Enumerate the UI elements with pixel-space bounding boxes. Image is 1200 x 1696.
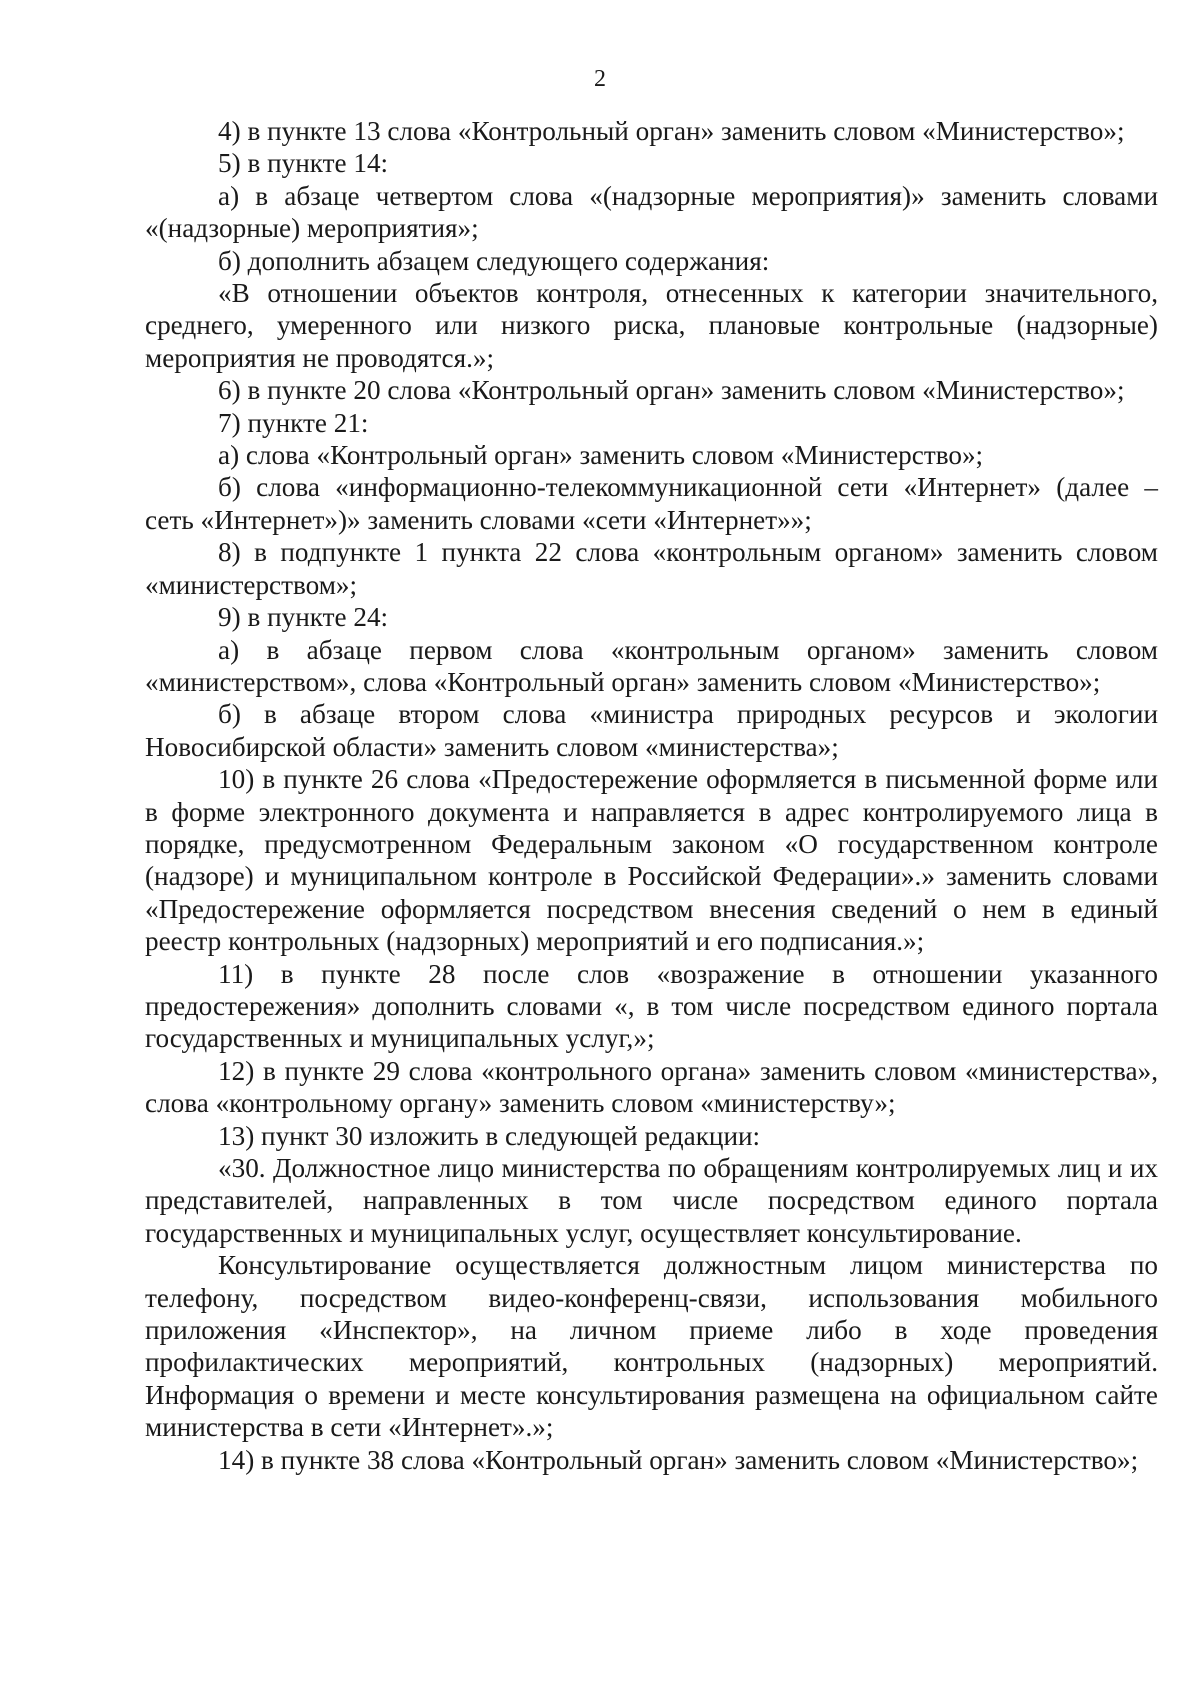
paragraph: а) в абзаце четвертом слова «(надзорные мероприятия)» заменить словами «(надзорные) мероприятия»; — [145, 180, 1158, 244]
paragraph: 11) в пункте 28 после слов «возражение в отношении указанного предостережения» дополнить словами «, в том числе посредством единого портала государственных и муниципальных услуг,»; — [145, 958, 1158, 1054]
paragraph: б) слова «информационно-телекоммуникационной сети «Интернет» (далее – сеть «Интернет»)» заменить словами «сети «Интернет»»; — [145, 472, 1158, 535]
paragraph: 8) в подпункте 1 пункта 22 слова «контрольным органом» заменить словом «министерством»; — [145, 537, 1158, 600]
paragraph: Консультирование осуществляется должностным лицом министерства по телефону, посредством видео-конференц-связи, использования мобильного приложения «Инспектор», на личном приеме либо в ходе проведения профилактических мероприятий, контрольных (надзорных) мероприятий. Информация о времени и месте консультирования размещена на официальном сайте министерства в сети «Интернет».»; — [145, 1250, 1158, 1443]
paragraph: а) слова «Контрольный орган» заменить словом «Министерство»; — [218, 440, 984, 471]
paragraph: 9) в пункте 24: — [218, 602, 389, 633]
paragraph: б) дополнить абзацем следующего содержания: — [218, 245, 770, 276]
paragraph: «В отношении объектов контроля, отнесенных к категории значительного, среднего, умеренного или низкого риска, плановые контрольные (надзорные) мероприятия не проводятся.»; — [145, 278, 1158, 373]
paragraph: «30. Должностное лицо министерства по обращениям контролируемых лиц и их представителей, направленных в том числе посредством единого портала государственных и муниципальных услуг, осуществляет консультирование. — [145, 1153, 1158, 1248]
paragraph: 5) в пункте 14: — [218, 148, 389, 179]
paragraph: 13) пункт 30 изложить в следующей редакции: — [218, 1120, 761, 1151]
paragraph: а) в абзаце первом слова «контрольным органом» заменить словом «министерством», слова «Контрольный орган» заменить словом «Министерство»; — [145, 634, 1158, 697]
document-body — [145, 115, 1158, 1476]
paragraph: 4) в пункте 13 слова «Контрольный орган» заменить словом «Министерство»; — [218, 116, 1125, 146]
paragraph: 10) в пункте 26 слова «Предостережение оформляется в письменной форме или в форме электронного документа и направляется в адрес контролируемого лица в порядке, предусмотренном Федеральным законом «О государственном контроле (надзоре) и муниципальном контроле в Российской Федерации».» заменить словами «Предостережение оформляется посредством внесения сведений о нем в единый реестр контрольных (надзорных) мероприятий и его подписания.»; — [145, 764, 1158, 957]
paragraph: 6) в пункте 20 слова «Контрольный орган» заменить словом «Министерство»; — [218, 375, 1125, 406]
paragraph: 12) в пункте 29 слова «контрольного органа» заменить словом «министерства», слова «контрольному органу» заменить словом «министерству»; — [145, 1055, 1158, 1119]
paragraph: 7) пункте 21: — [218, 407, 369, 438]
paragraph: 14) в пункте 38 слова «Контрольный орган» заменить словом «Министерство»; — [218, 1444, 1139, 1475]
page-number: 2 — [594, 66, 606, 92]
paragraph: б) в абзаце втором слова «министра природных ресурсов и экологии Новосибирской области» заменить словом «министерства»; — [145, 699, 1158, 762]
